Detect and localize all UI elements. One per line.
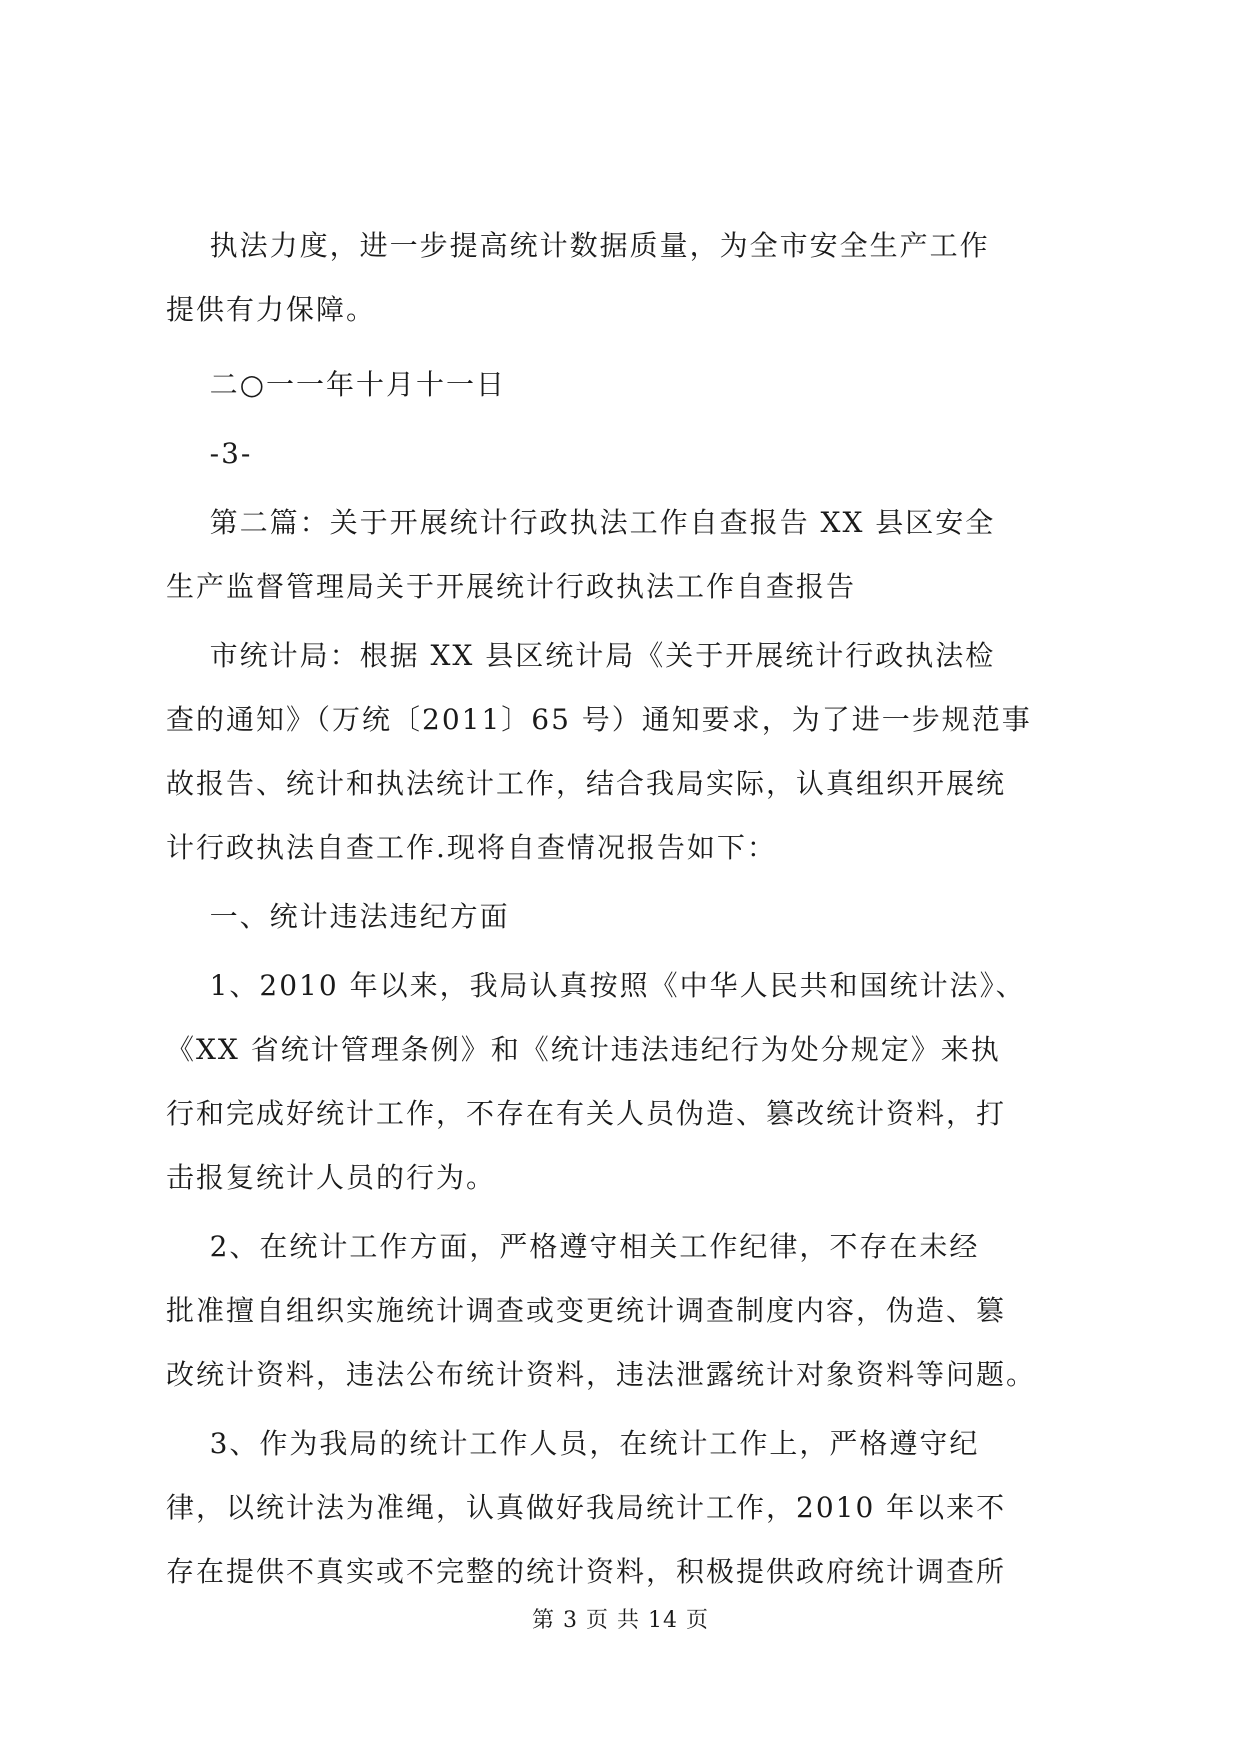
text-line: 计行政执法自查工作.现将自查情况报告如下： (166, 831, 777, 864)
section-title-line: 第二篇：关于开展统计行政执法工作自查报告 XX 县区安全 (166, 506, 996, 539)
section-title-line: 生产监督管理局关于开展统计行政执法工作自查报告 (166, 570, 857, 603)
text-line: 律，以统计法为准绳，认真做好我局统计工作，2010 年以来不 (166, 1491, 1007, 1524)
heading-line: 一、统计违法违纪方面 (166, 900, 510, 933)
text-line: 3、作为我局的统计工作人员，在统计工作上，严格遵守纪 (166, 1427, 980, 1460)
text-line: 执法力度，进一步提高统计数据质量，为全市安全生产工作 (166, 229, 990, 262)
date-line: 二○一一年十月十一日 (166, 368, 507, 401)
text-line: 1、2010 年以来，我局认真按照《中华人民共和国统计法》、 (166, 969, 1026, 1002)
text-line: 2、在统计工作方面，严格遵守相关工作纪律，不存在未经 (166, 1230, 980, 1263)
text-line: 批准擅自组织实施统计调查或变更统计调查制度内容，伪造、篡 (166, 1294, 1007, 1327)
text-line: 提供有力保障。 (166, 293, 377, 326)
text-line: 《XX 省统计管理条例》和《统计违法违纪行为处分规定》来执 (166, 1033, 1001, 1066)
text-line: 存在提供不真实或不完整的统计资料，积极提供政府统计调查所 (166, 1555, 1007, 1588)
text-line: 市统计局：根据 XX 县区统计局《关于开展统计行政执法检 (166, 639, 996, 672)
text-line: 故报告、统计和执法统计工作，结合我局实际，认真组织开展统 (166, 767, 1007, 800)
text-line: 击报复统计人员的行为。 (166, 1161, 497, 1194)
page-marker: -3- (166, 437, 253, 470)
text-line: 查的通知》（万统〔2011〕65 号）通知要求，为了进一步规范事 (166, 703, 1032, 736)
page-footer: 第 3 页 共 14 页 (532, 1608, 709, 1633)
text-line: 改统计资料，违法公布统计资料，违法泄露统计对象资料等问题。 (166, 1358, 1037, 1391)
text-line: 行和完成好统计工作，不存在有关人员伪造、篡改统计资料，打 (166, 1097, 1007, 1130)
document-body (166, 228, 1082, 1589)
